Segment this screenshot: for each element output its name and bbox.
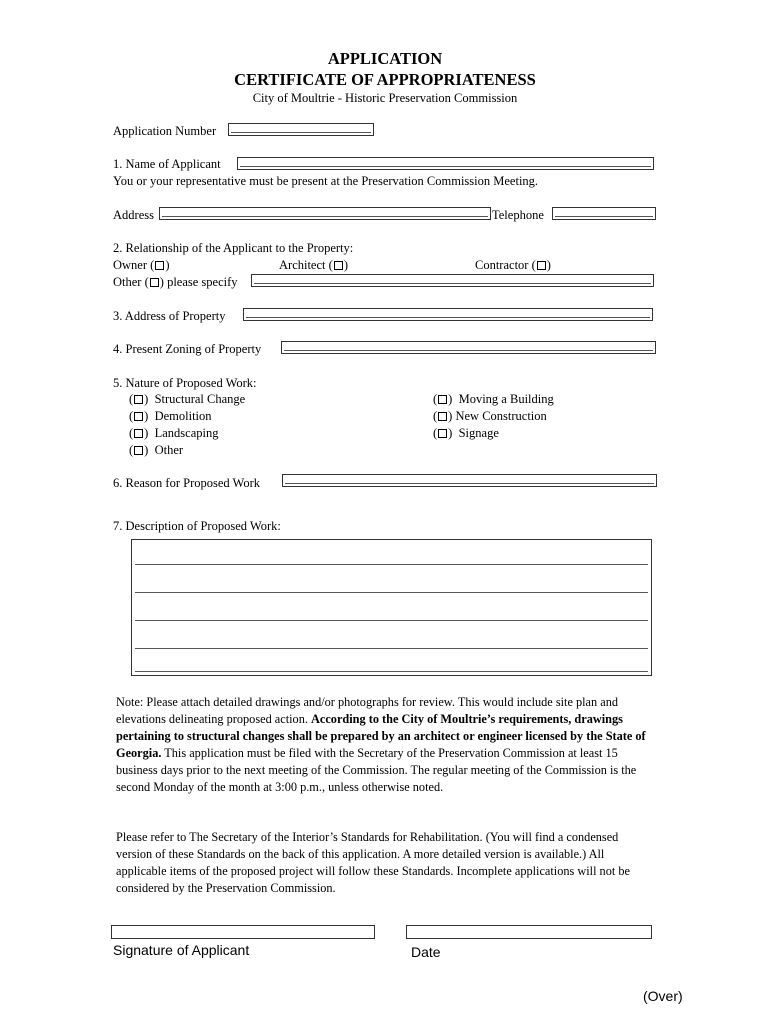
form-subtitle: CERTIFICATE OF APPROPRIATENESS: [234, 70, 536, 89]
description-line: [135, 648, 648, 649]
note-text-2: This application must be filed with the Secretary of the Preservation Commission at least 15 business days prior to the next meeting of the Commission. The regular meeting of the Commission is the second Monday of the month at 3:00 p.m., unless otherwise noted.: [116, 746, 637, 794]
description-line: [135, 620, 648, 621]
work-option: ( ) Other: [129, 443, 184, 457]
address-field[interactable]: [159, 207, 491, 220]
work-option: ( ) Signage: [433, 426, 499, 440]
q6-label: 6. Reason for Proposed Work: [113, 476, 261, 490]
owner-checkbox[interactable]: [155, 261, 164, 270]
telephone-label: Telephone: [492, 208, 544, 222]
signature-label: Signature of Applicant: [113, 942, 250, 958]
owner-label: Owner: [113, 258, 148, 272]
date-label: Date: [411, 944, 441, 960]
landscaping-checkbox[interactable]: [134, 429, 143, 438]
work-option-label: Demolition: [154, 409, 212, 423]
over-note: (Over): [643, 988, 683, 1004]
work-option-label: Moving a Building: [458, 392, 554, 406]
standards-paragraph: Please refer to The Secretary of the Interior’s Standards for Rehabilitation. (You will find a condensed version of these Standards on the back of this application. A more detailed version is available.) All applicable items of the proposed project will follow these Standards. Incomplete applications will not be considered by the Preservation Commission.: [116, 830, 630, 895]
work-option-label: New Construction: [455, 409, 547, 423]
agency-name: City of Moultrie - Historic Preservation Commission: [252, 91, 518, 105]
architect-checkbox[interactable]: [334, 261, 343, 270]
note-bold-text: According to the City of Moultrie’s requirements, drawings pertaining to structural changes shall be prepared by an architect or engineer licensed by the State of Georgia.: [116, 712, 646, 760]
q3-label: 3. Address of Property: [113, 309, 226, 323]
signature-field[interactable]: [111, 925, 375, 939]
work-option: ( ) New Construction: [433, 409, 547, 423]
work-option-label: Signage: [458, 426, 499, 440]
signage-checkbox[interactable]: [438, 429, 447, 438]
moving-building-checkbox[interactable]: [438, 395, 447, 404]
application-number-label: Application Number: [113, 124, 217, 138]
q7-label: 7. Description of Proposed Work:: [113, 519, 281, 533]
work-option: ( ) Landscaping: [129, 426, 219, 440]
q1-label: 1. Name of Applicant: [113, 157, 221, 171]
other-checkbox[interactable]: [150, 278, 159, 287]
other-specify-field[interactable]: [251, 274, 654, 287]
q1-note: You or your representative must be present at the Preservation Commission Meeting.: [113, 174, 539, 188]
description-field[interactable]: [131, 539, 652, 676]
contractor-option: Contractor ( ): [475, 258, 551, 272]
other-specify-label: please specify: [167, 275, 238, 289]
note-text: Note: Please attach detailed drawings and/or photographs for review. This would include site plan and elevations delineating proposed action.: [116, 695, 618, 726]
contractor-label: Contractor: [475, 258, 529, 272]
description-line: [135, 592, 648, 593]
architect-label: Architect: [279, 258, 326, 272]
other-work-checkbox[interactable]: [134, 446, 143, 455]
work-option-label: Structural Change: [154, 392, 246, 406]
form-title: APPLICATION: [327, 49, 443, 68]
structural-change-checkbox[interactable]: [134, 395, 143, 404]
work-option-label: Landscaping: [154, 426, 219, 440]
application-number-field[interactable]: [228, 123, 374, 136]
other-option: Other ( ) please specify: [113, 275, 238, 289]
applicant-name-field[interactable]: [237, 157, 654, 170]
q2-label: 2. Relationship of the Applicant to the Property:: [113, 241, 354, 255]
work-option: ( ) Moving a Building: [433, 392, 554, 406]
telephone-field[interactable]: [552, 207, 656, 220]
description-line: [135, 564, 648, 565]
owner-option: Owner ( ): [113, 258, 170, 272]
zoning-field[interactable]: [281, 341, 656, 354]
other-label: Other: [113, 275, 142, 289]
date-field[interactable]: [406, 925, 652, 939]
address-label: Address: [113, 208, 154, 222]
q4-label: 4. Present Zoning of Property: [113, 342, 262, 356]
work-option: ( ) Demolition: [129, 409, 212, 423]
note-paragraph: [116, 694, 656, 796]
new-construction-checkbox[interactable]: [438, 412, 447, 421]
work-option-label: Other: [154, 443, 184, 457]
demolition-checkbox[interactable]: [134, 412, 143, 421]
reason-field[interactable]: [282, 474, 657, 487]
description-line: [135, 671, 648, 672]
work-option: ( ) Structural Change: [129, 392, 246, 406]
architect-option: Architect ( ): [279, 258, 348, 272]
q5-label: 5. Nature of Proposed Work:: [113, 376, 257, 390]
property-address-field[interactable]: [243, 308, 653, 321]
contractor-checkbox[interactable]: [537, 261, 546, 270]
